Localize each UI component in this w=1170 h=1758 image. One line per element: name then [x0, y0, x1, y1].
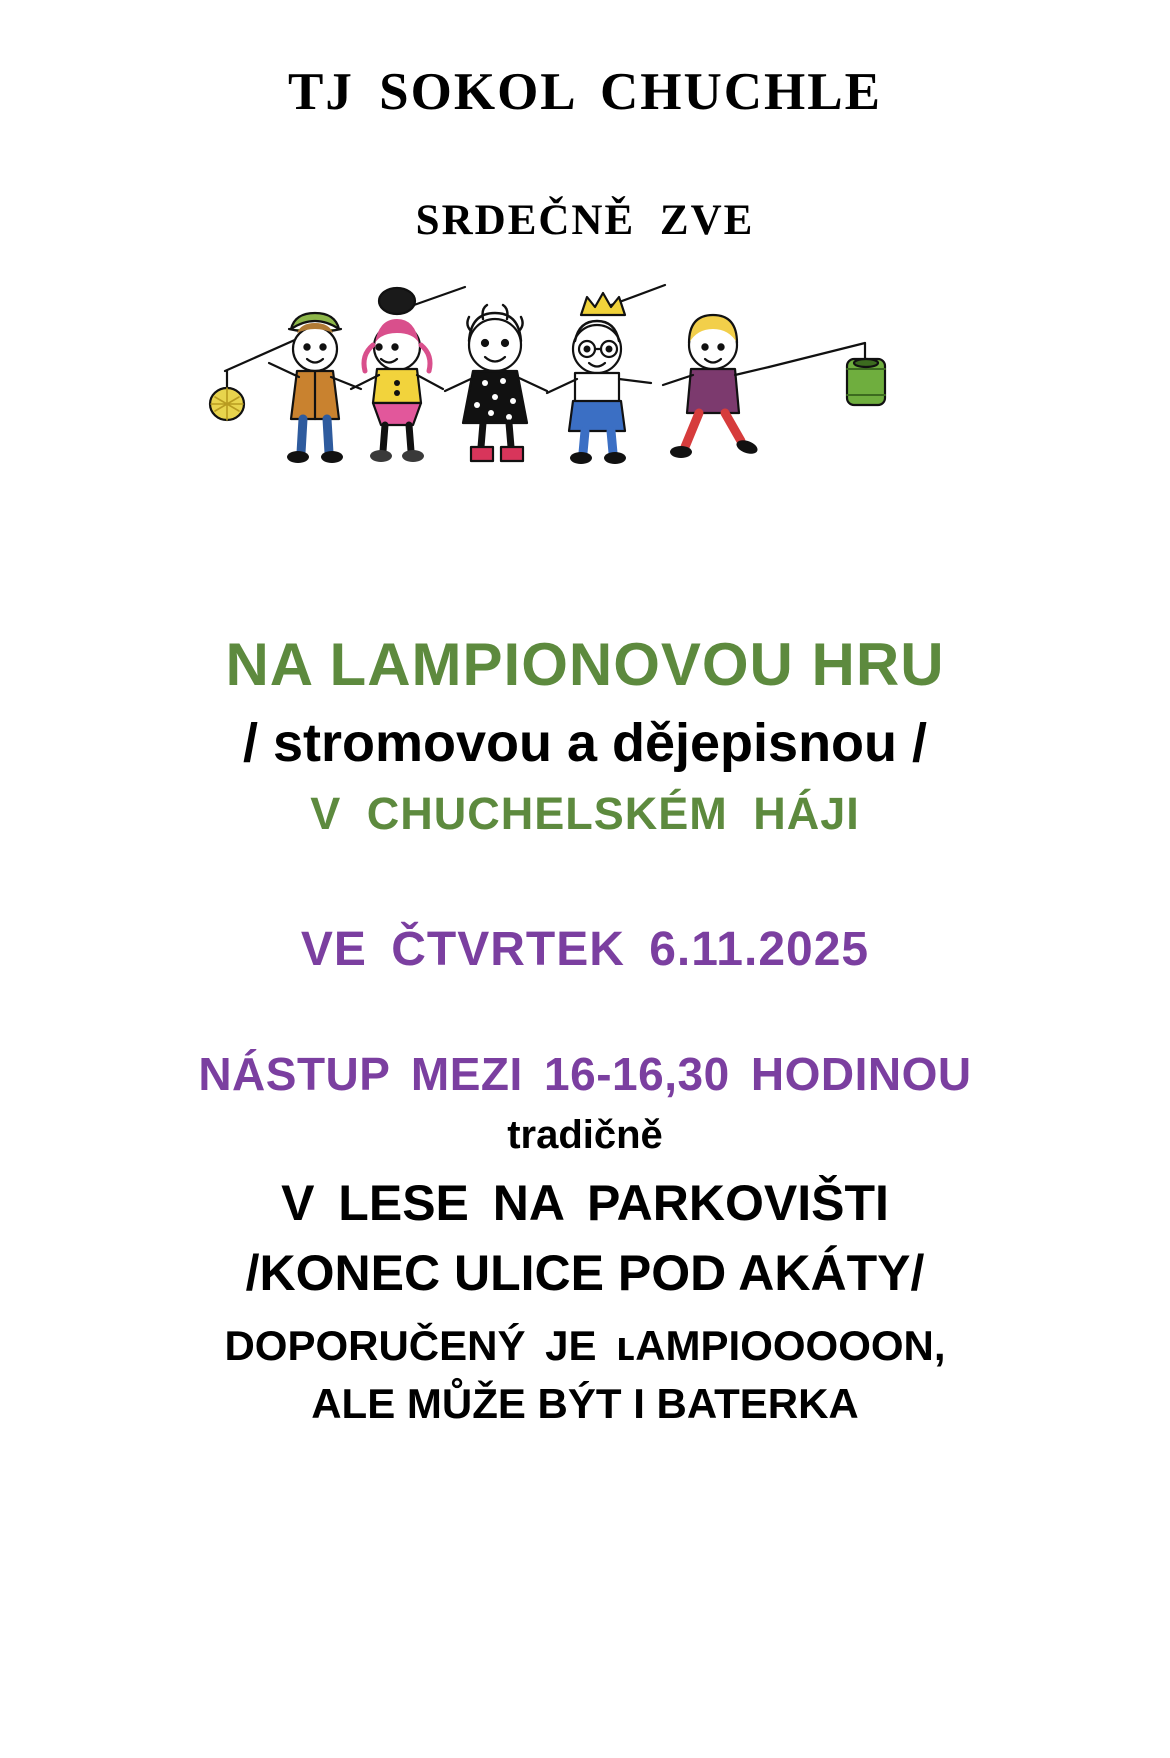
event-details: [0, 631, 1170, 1428]
event-tradition-note: tradičně: [507, 1113, 663, 1158]
organization-title: TJ SOKOL CHUCHLE: [288, 63, 882, 121]
children-with-lanterns-illustration: [165, 271, 1005, 481]
meeting-point-line-1: V LESE NA PARKOVIŠTI: [281, 1175, 889, 1232]
event-time: NÁSTUP MEZI 16-16,30 HODINOU: [198, 1048, 972, 1101]
equipment-note-line-1: DOPORUČENÝ JE ʟAMPIOOOOON,: [224, 1322, 946, 1370]
event-headline: NA LAMPIONOVOU HRU: [225, 631, 945, 698]
invitation-line: SRDEČNĚ ZVE: [415, 197, 755, 244]
event-date: VE ČTVRTEK 6.11.2025: [300, 923, 870, 977]
equipment-note-line-2: ALE MŮŽE BÝT I BATERKA: [311, 1380, 859, 1428]
event-subheadline: / stromovou a dějepisnou /: [242, 713, 928, 774]
meeting-point-line-2: /KONEC ULICE POD AKÁTY/: [245, 1245, 925, 1302]
event-place: V CHUCHELSKÉM HÁJI: [310, 788, 860, 840]
